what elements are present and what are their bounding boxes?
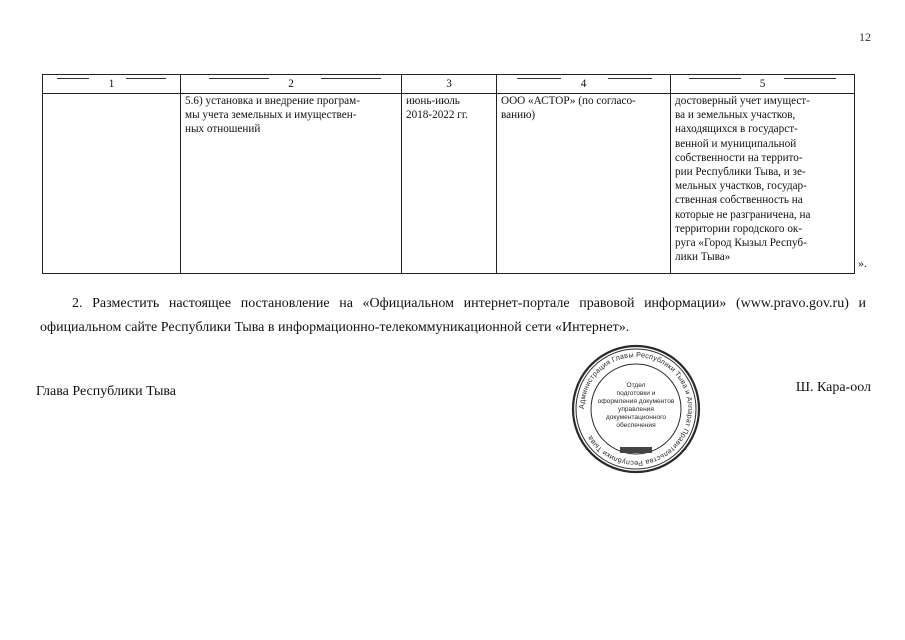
page-number: 12: [859, 30, 871, 44]
signature-position: Глава Республики Тыва: [36, 384, 177, 399]
header-line-decor: [57, 78, 89, 79]
paragraph-publication: [40, 292, 866, 340]
svg-text:подготовки и: подготовки и: [616, 390, 656, 397]
cell-col2: 5.6) установка и внедрение програм- мы учета земельных и имуществен- ных отношений: [181, 94, 402, 274]
header-line-decor: [689, 78, 741, 79]
table-header-row: [43, 75, 855, 94]
closing-quote: ».: [858, 256, 867, 270]
signature-name: Ш. Кара-оол: [795, 380, 871, 395]
header-line-decor: [608, 78, 652, 79]
column-header-4: 4: [497, 75, 671, 94]
svg-text:управления: управления: [618, 406, 654, 413]
stamp-seal-icon: [570, 343, 702, 475]
svg-text:Администрация Главы Республики: Администрация Главы Республики Тыва и Аппарат Правительства Республики Тыва: [576, 349, 696, 469]
plan-table: [42, 74, 855, 274]
column-header-2: 2: [181, 75, 402, 94]
cell-col1: [43, 94, 181, 274]
column-header-3: 3: [402, 75, 497, 94]
header-line-decor: [784, 78, 836, 79]
svg-text:обеспечения: обеспечения: [616, 422, 656, 429]
cell-col3: июнь-июль 2018-2022 гг.: [402, 94, 497, 274]
header-line-decor: [321, 78, 381, 79]
svg-text:Отдел: Отдел: [626, 382, 646, 389]
paragraph-text: Разместить настоящее постановление на «Официальном интернет-портале правовой информации» (www.pravo.gov.ru) и официальном сайте Республики Тыва в информационно-телекоммуникационной сети «Интернет».: [40, 296, 866, 335]
column-header-5: 5: [671, 75, 855, 94]
header-line-decor: [517, 78, 561, 79]
svg-text:оформления документов: оформления документов: [597, 398, 675, 405]
paragraph-number: 2.: [72, 296, 83, 311]
table-row: [43, 94, 855, 274]
official-stamp: [570, 343, 702, 475]
svg-text:документационного: документационного: [605, 414, 667, 421]
header-line-decor: [209, 78, 269, 79]
header-line-decor: [126, 78, 166, 79]
column-header-1: 1: [43, 75, 181, 94]
cell-col5: достоверный учет имущест- ва и земельных участков, находящихся в государст- венной и муниципальной собственности на террито- рии Республики Тыва, и зе- мельных участков, государ- ственная собственность на которые не разграничена, на территории городского ок- руга «Город Кызыл Респуб- лики Тыва»: [671, 94, 855, 274]
cell-col4: ООО «АСТОР» (по согласо- ванию): [497, 94, 671, 274]
